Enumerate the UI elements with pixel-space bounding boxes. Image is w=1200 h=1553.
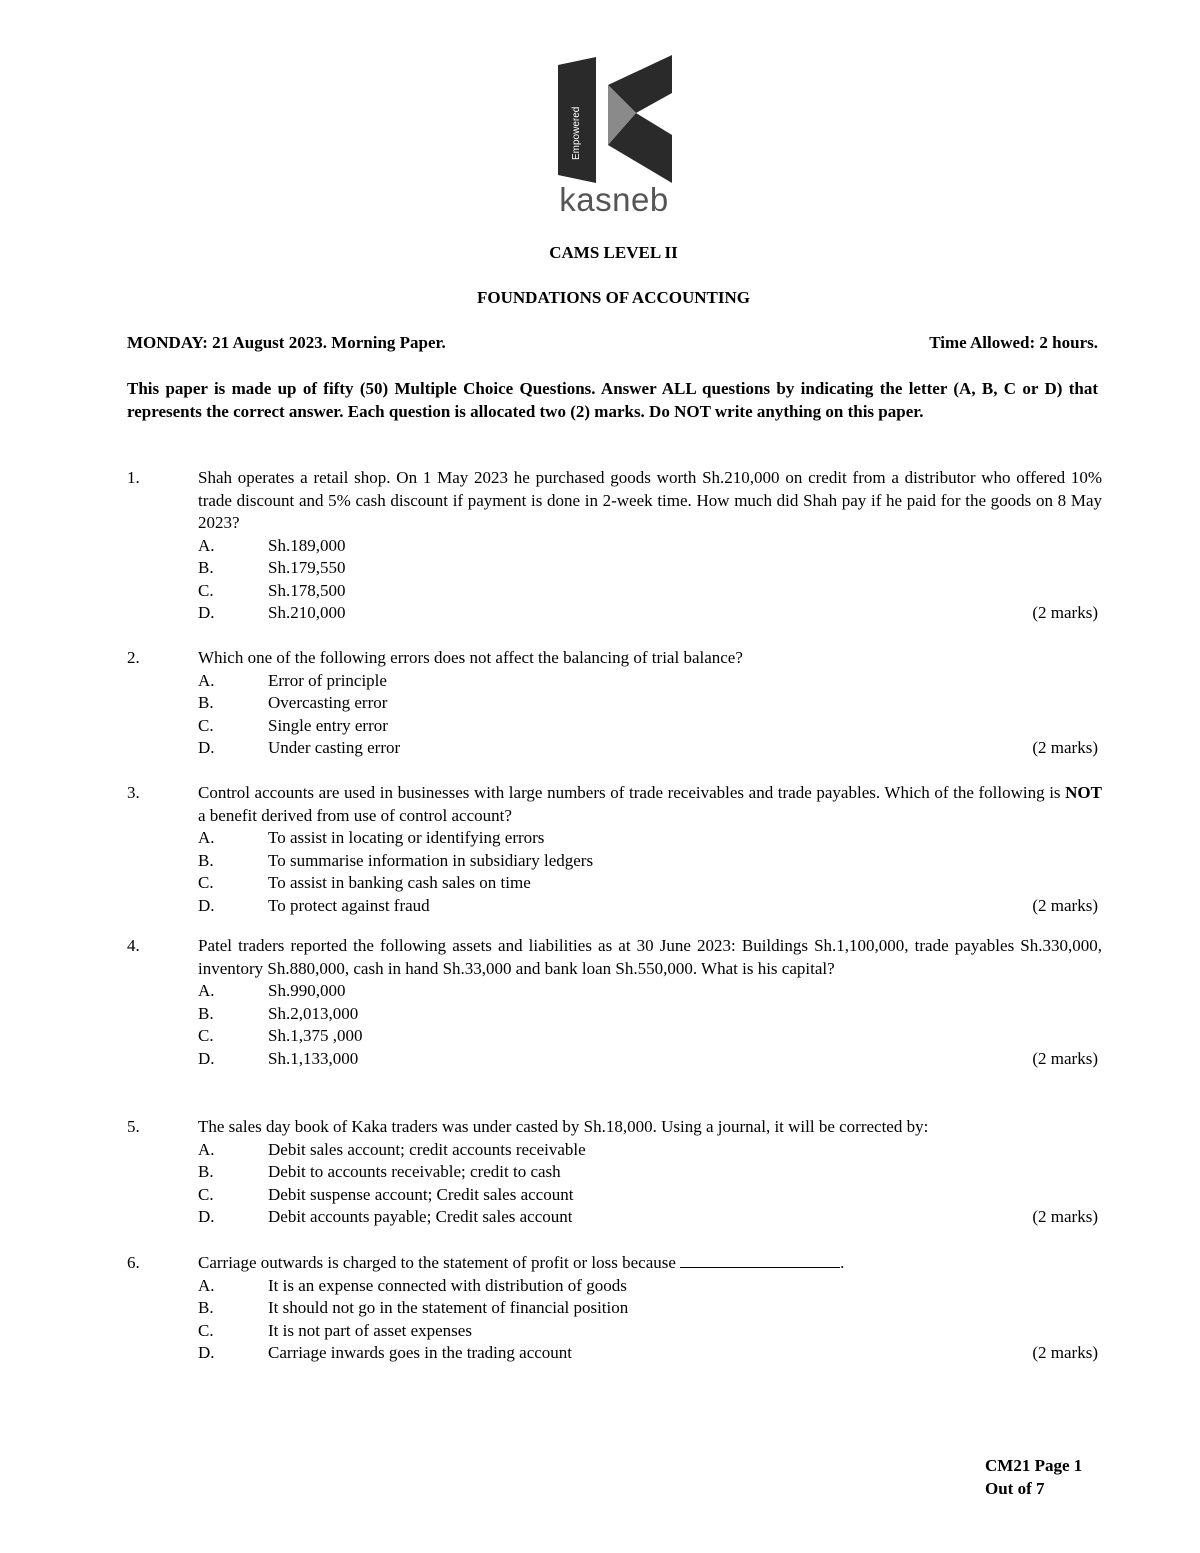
option-text: Error of principle <box>268 670 387 690</box>
question-4 <box>127 935 1102 1070</box>
option-text: Sh.1,375 ,000 <box>268 1026 363 1045</box>
question-6 <box>127 1252 1102 1365</box>
option-d <box>127 737 1102 760</box>
option-b <box>127 850 1102 873</box>
option-c <box>127 872 1102 895</box>
option-text: Debit accounts payable; Credit sales account <box>268 1207 573 1226</box>
marks-label: (2 marks) <box>1032 603 1098 622</box>
answer-blank <box>680 1253 840 1268</box>
page-footer <box>985 1455 1082 1500</box>
option-c <box>127 1025 1102 1048</box>
page-total: Out of 7 <box>985 1478 1045 1498</box>
logo-wordmark: kasneb <box>559 181 669 218</box>
question-5 <box>127 1116 1102 1229</box>
option-d <box>127 895 1102 918</box>
option-b <box>127 557 1102 580</box>
question-stem <box>198 782 1102 827</box>
question-number: 3. <box>127 783 140 802</box>
option-text: Debit to accounts receivable; credit to cash <box>268 1162 561 1181</box>
option-letter: B. <box>198 1003 214 1023</box>
question-2 <box>127 647 1102 760</box>
logo-tagline: Empowered <box>571 106 582 160</box>
option-letter: C. <box>198 715 214 735</box>
option-text: It is an expense connected with distribution of goods <box>268 1275 627 1295</box>
option-b <box>127 1297 1102 1320</box>
option-text: To assist in locating or identifying errors <box>268 828 545 847</box>
option-text: Under casting error <box>268 738 401 757</box>
option-text: Sh.189,000 <box>268 535 346 555</box>
option-letter: C. <box>198 1026 214 1045</box>
page-code: CM21 Page 1 <box>985 1456 1083 1475</box>
option-c <box>127 715 1102 738</box>
option-letter: A. <box>198 1275 215 1295</box>
option-letter: D. <box>198 1048 215 1068</box>
question-number: 4. <box>127 936 140 955</box>
question-3 <box>127 782 1102 917</box>
option-c <box>127 1184 1102 1207</box>
question-stem: The sales day book of Kaka traders was under casted by Sh.18,000. Using a journal, it will be corrected by: <box>198 1117 929 1136</box>
question-stem <box>198 1252 1102 1275</box>
marks-label: (2 marks) <box>1032 1343 1098 1362</box>
option-text: Sh.179,550 <box>268 558 346 577</box>
option-b <box>127 692 1102 715</box>
option-text: Sh.2,013,000 <box>268 1003 359 1023</box>
option-letter: D. <box>198 1343 215 1362</box>
option-letter: D. <box>198 895 215 915</box>
option-d <box>127 1048 1102 1071</box>
option-b <box>127 1161 1102 1184</box>
stem-end: . <box>840 1253 845 1272</box>
kasneb-logo-mark-icon <box>548 55 680 185</box>
marks-label: (2 marks) <box>1032 738 1098 757</box>
option-letter: C. <box>198 1320 214 1340</box>
option-a <box>127 1139 1102 1162</box>
time-allowed: Time Allowed: 2 hours. <box>929 333 1098 352</box>
option-text: Single entry error <box>268 715 388 735</box>
option-letter: D. <box>198 738 215 757</box>
option-letter: A. <box>198 535 215 555</box>
question-1 <box>127 467 1102 625</box>
option-text: Overcasting error <box>268 693 388 712</box>
instructions: This paper is made up of fifty (50) Multiple Choice Questions. Answer ALL questions by indicating the letter (A, B, C or D) that represents the correct answer. Each question is allocated two (2) marks. Do NOT write anything on this paper. <box>127 379 1098 421</box>
option-letter: D. <box>198 603 215 622</box>
option-letter: A. <box>198 670 215 690</box>
option-c <box>127 580 1102 603</box>
marks-label: (2 marks) <box>1032 895 1098 915</box>
question-number: 6. <box>127 1253 140 1272</box>
option-letter: B. <box>198 1298 214 1317</box>
option-d <box>127 602 1102 625</box>
option-text: Sh.990,000 <box>268 981 346 1000</box>
question-stem: Patel traders reported the following assets and liabilities as at 30 June 2023: Buildings Sh.1,100,000, trade payables Sh.330,000, inventory Sh.880,000, cash in hand Sh.33,000 and bank loan Sh.550,000. What is his capital? <box>198 936 1102 978</box>
option-text: It should not go in the statement of financial position <box>268 1298 629 1317</box>
option-letter: B. <box>198 693 214 712</box>
option-text: Debit suspense account; Credit sales account <box>268 1184 574 1204</box>
option-a <box>127 827 1102 850</box>
option-letter: B. <box>198 850 214 870</box>
option-text: Sh.1,133,000 <box>268 1048 359 1068</box>
exam-subject: FOUNDATIONS OF ACCOUNTING <box>477 288 750 307</box>
option-letter: A. <box>198 1139 215 1159</box>
option-a <box>127 1275 1102 1298</box>
option-text: To protect against fraud <box>268 895 430 915</box>
option-letter: A. <box>198 981 215 1000</box>
option-letter: D. <box>198 1207 215 1226</box>
option-text: It is not part of asset expenses <box>268 1320 472 1340</box>
option-text: Sh.210,000 <box>268 603 346 622</box>
option-text: Sh.178,500 <box>268 580 346 600</box>
option-d <box>127 1206 1102 1229</box>
option-c <box>127 1320 1102 1343</box>
option-letter: C. <box>198 580 214 600</box>
stem-text: Control accounts are used in businesses with large numbers of trade receivables and trade payables. Which of the following is <box>198 783 1066 802</box>
exam-level: CAMS LEVEL II <box>549 243 678 262</box>
option-a <box>127 980 1102 1003</box>
exam-date: MONDAY: 21 August 2023. Morning Paper. <box>127 333 446 352</box>
option-b <box>127 1003 1102 1026</box>
marks-label: (2 marks) <box>1032 1207 1098 1226</box>
kasneb-logo <box>548 55 680 225</box>
question-stem: Shah operates a retail shop. On 1 May 2023 he purchased goods worth Sh.210,000 on credit from a distributor who offered 10% trade discount and 5% cash discount if payment is done in 2-week time. How much did Shah pay if he paid for the goods on 8 May 2023? <box>198 468 1102 532</box>
option-d <box>127 1342 1102 1365</box>
option-text: Debit sales account; credit accounts receivable <box>268 1139 586 1159</box>
option-letter: C. <box>198 1184 214 1204</box>
option-letter: B. <box>198 1162 214 1181</box>
question-number: 2. <box>127 648 140 667</box>
option-text: Carriage inwards goes in the trading account <box>268 1343 573 1362</box>
option-text: To summarise information in subsidiary ledgers <box>268 850 594 870</box>
option-letter: A. <box>198 828 215 847</box>
marks-label: (2 marks) <box>1032 1048 1098 1068</box>
question-number: 5. <box>127 1117 140 1136</box>
option-letter: B. <box>198 558 214 577</box>
stem-text: Carriage outwards is charged to the statement of profit or loss because <box>198 1253 676 1272</box>
stem-emphasis: NOT <box>1065 783 1102 802</box>
option-text: To assist in banking cash sales on time <box>268 873 531 892</box>
option-a <box>127 670 1102 693</box>
question-stem: Which one of the following errors does not affect the balancing of trial balance? <box>198 648 743 667</box>
stem-text-end: a benefit derived from use of control account? <box>198 805 512 825</box>
option-letter: C. <box>198 873 214 892</box>
option-a <box>127 535 1102 558</box>
question-number: 1. <box>127 468 140 487</box>
